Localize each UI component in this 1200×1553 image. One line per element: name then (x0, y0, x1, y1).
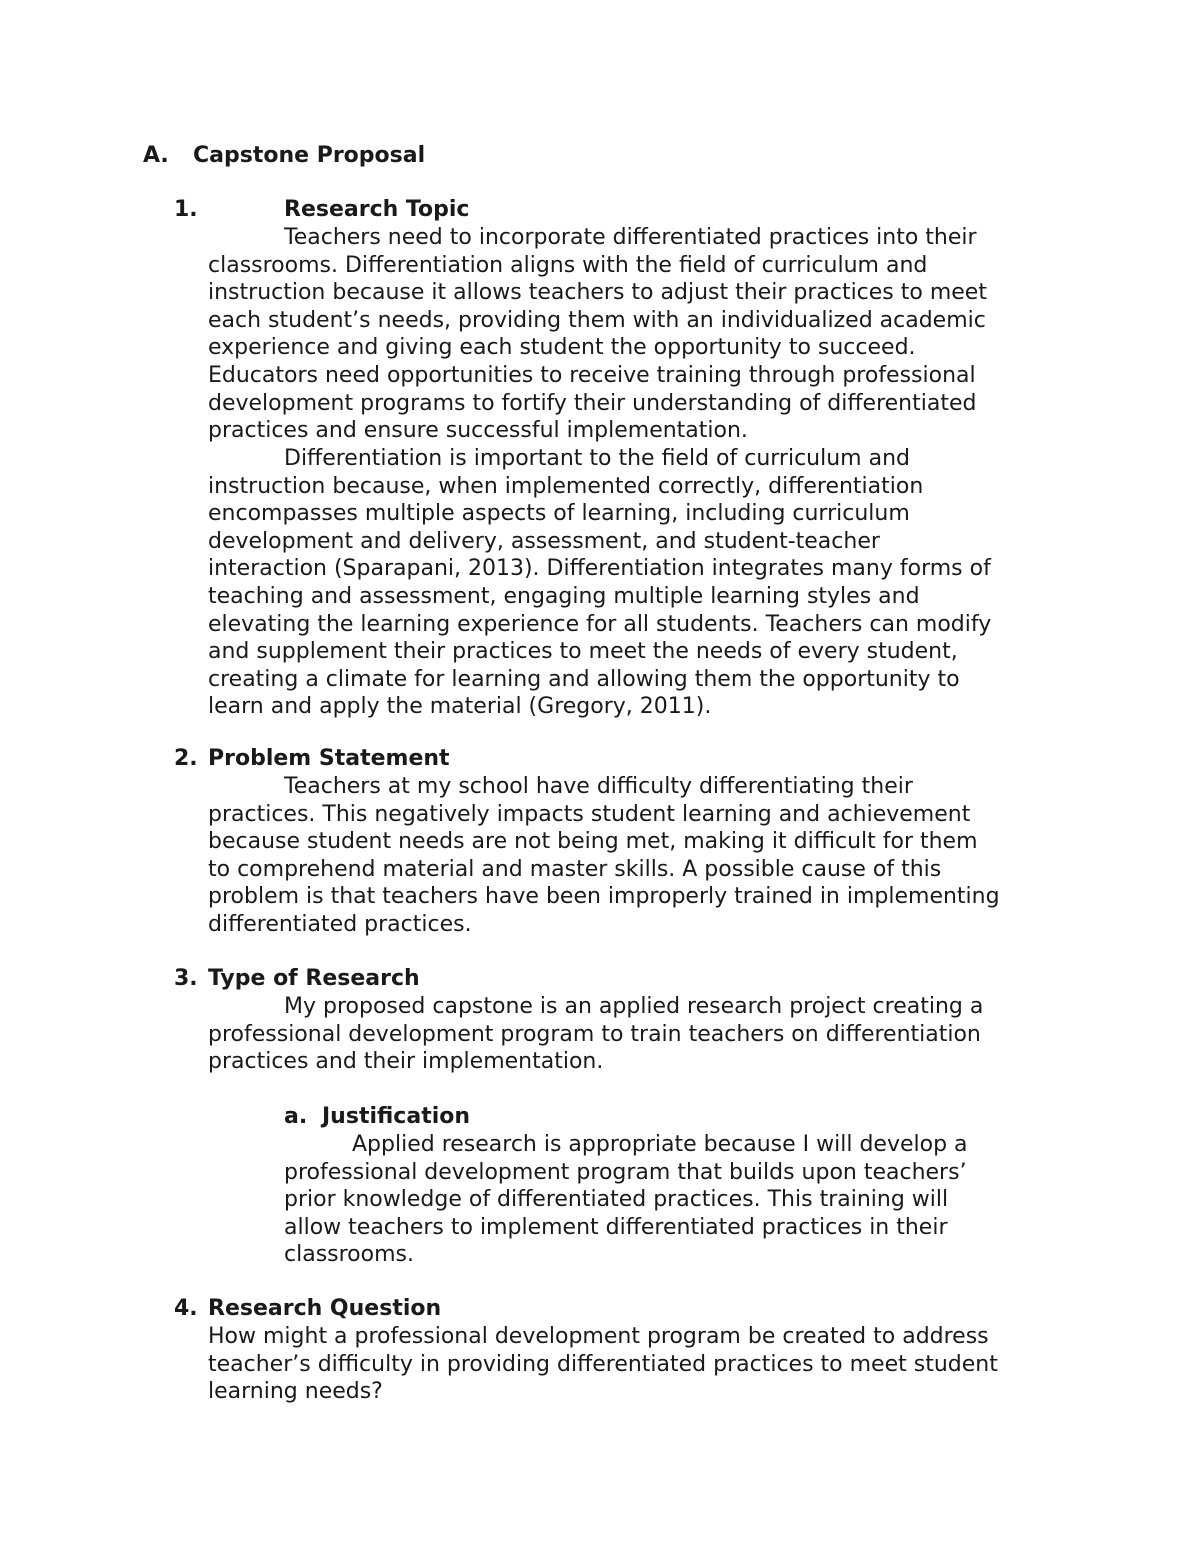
problem-number: 2. (174, 746, 198, 771)
paragraph-line: classrooms. Differentiation aligns with the field of curriculum and (208, 252, 928, 278)
question-paragraph (208, 1323, 998, 1406)
paragraph-line: Differentiation is important to the field of curriculum and (284, 446, 910, 471)
question-heading: Research Question (208, 1296, 442, 1321)
paragraph-line: differentiated practices. (208, 911, 472, 937)
topic-heading: Research Topic (284, 197, 470, 222)
paragraph-line: practices and their implementation. (208, 1049, 604, 1075)
paragraph-line: because student needs are not being met, making it difficult for them (208, 829, 978, 855)
paragraph-line: Teachers need to incorporate differentiated practices into their (284, 225, 977, 250)
research-type-number: 3. (174, 966, 198, 991)
paragraph-line: elevating the learning experience for all students. Teachers can modify (208, 611, 992, 637)
paragraph-line: development programs to fortify their understanding of differentiated (208, 390, 977, 416)
justification-heading: Justification (322, 1104, 471, 1129)
problem-paragraph (208, 773, 1000, 939)
paragraph-line: Educators need opportunities to receive training through professional (208, 362, 976, 388)
paragraph-line: teacher’s difficulty in providing differentiated practices to meet student (208, 1351, 998, 1377)
paragraph-line: instruction because, when implemented correctly, differentiation (208, 473, 924, 499)
paragraph-line: teaching and assessment, engaging multiple learning styles and (208, 583, 920, 609)
paragraph-line: My proposed capstone is an applied research project creating a (284, 994, 984, 1019)
problem-heading: Problem Statement (208, 746, 450, 771)
question-number: 4. (174, 1296, 198, 1321)
section-title: Capstone Proposal (193, 143, 426, 168)
topic-paragraph-2 (208, 445, 991, 721)
paragraph-line: How might a professional development program be created to address (208, 1324, 989, 1349)
paragraph-line: classrooms. (284, 1242, 414, 1268)
paragraph-line: instruction because it allows teachers to adjust their practices to meet (208, 280, 987, 306)
paragraph-line: encompasses multiple aspects of learning, including curriculum (208, 501, 910, 527)
paragraph-line: professional development program that builds upon teachers’ (284, 1159, 967, 1185)
paragraph-line: Teachers at my school have difficulty differentiating their (284, 774, 913, 799)
paragraph-line: prior knowledge of differentiated practices. This training will (284, 1187, 949, 1213)
paragraph-line: professional development program to train teachers on differentiation (208, 1021, 981, 1047)
paragraph-line: experience and giving each student the opportunity to succeed. (208, 335, 916, 361)
paragraph-line: practices and ensure successful implementation. (208, 418, 748, 444)
paragraph-line: problem is that teachers have been improperly trained in implementing (208, 884, 1000, 910)
research-type-heading: Type of Research (208, 966, 420, 991)
paragraph-line: to comprehend material and master skills. A possible cause of this (208, 856, 942, 882)
paragraph-line: interaction (Sparapani, 2013). Differentiation integrates many forms of (208, 556, 991, 582)
paragraph-line: development and delivery, assessment, and student-teacher (208, 528, 880, 554)
paragraph-line: allow teachers to implement differentiated practices in their (284, 1214, 948, 1240)
paragraph-line: each student’s needs, providing them with an individualized academic (208, 307, 986, 333)
paragraph-line: learn and apply the material (Gregory, 2011). (208, 694, 712, 720)
paragraph-line: creating a climate for learning and allowing them the opportunity to (208, 666, 960, 692)
topic-number: 1. (174, 197, 198, 222)
section-marker: A. (143, 143, 169, 168)
paragraph-line: Applied research is appropriate because I will develop a (352, 1132, 968, 1157)
paragraph-line: practices. This negatively impacts student learning and achievement (208, 801, 971, 827)
research-type-paragraph (208, 993, 983, 1076)
topic-paragraph-1 (208, 224, 987, 445)
paragraph-line: and supplement their practices to meet the needs of every student, (208, 639, 958, 665)
justification-marker: a. (284, 1104, 308, 1129)
justification-paragraph (284, 1131, 968, 1269)
paragraph-line: learning needs? (208, 1379, 383, 1405)
